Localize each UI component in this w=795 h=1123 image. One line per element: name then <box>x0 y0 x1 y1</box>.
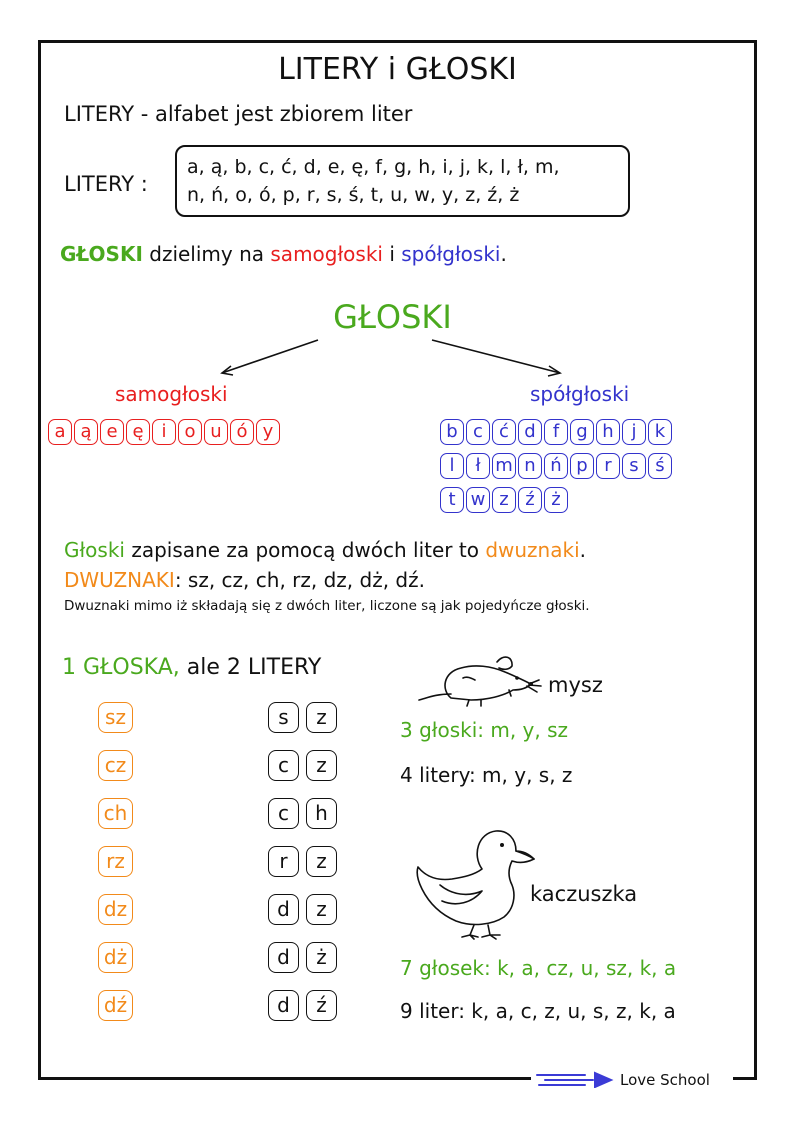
consonant-chip-5: p <box>570 453 594 479</box>
vowel-chips <box>48 419 282 445</box>
division-text-1: dzielimy na <box>142 242 271 266</box>
consonant-chip-0: b <box>440 419 464 445</box>
digraph-chip: dź <box>98 990 133 1021</box>
consonant-chip-4: f <box>544 419 568 445</box>
letter-chip: d <box>268 942 299 973</box>
digraph-period: . <box>579 538 586 562</box>
vowel-chip-1: ą <box>74 419 98 445</box>
vowel-chip-5: o <box>178 419 202 445</box>
letters-label: LITERY : <box>64 172 148 196</box>
consonant-chips-row-3 <box>440 487 570 513</box>
vowel-chip-7: ó <box>230 419 254 445</box>
diagram-heading: GŁOSKI <box>333 298 452 336</box>
digraph-chip: rz <box>98 846 133 877</box>
division-spolgloski: spółgłoski <box>401 242 501 266</box>
consonant-chips-row-2 <box>440 453 674 479</box>
digraph-sentence <box>64 538 586 562</box>
mouse-letters: 4 litery: m, y, s, z <box>400 763 573 787</box>
duck-sounds: 7 głosek: k, a, cz, u, sz, k, a <box>400 956 677 980</box>
digraph-gloski: Głoski <box>64 538 125 562</box>
arrow-right <box>432 340 560 373</box>
division-samogloski: samogłoski <box>270 242 383 266</box>
letter-pair <box>268 750 344 781</box>
consonant-chip-1: w <box>466 487 490 513</box>
digraph-note: Dwuznaki mimo iż składają się z dwóch liter, liczone są jak pojedyńcze głoski. <box>64 598 590 614</box>
consonant-chip-0: l <box>440 453 464 479</box>
letter-chip: c <box>268 798 299 829</box>
division-text-2: i <box>382 242 402 266</box>
consonant-chip-1: c <box>466 419 490 445</box>
letter-chip: z <box>306 702 337 733</box>
letter-chip: ż <box>306 942 337 973</box>
letter-pair <box>268 846 344 877</box>
vowels-label: samogłoski <box>115 382 228 406</box>
consonant-chip-3: d <box>518 419 542 445</box>
letter-pair <box>268 702 344 733</box>
letter-pair <box>268 990 344 1021</box>
letter-chip: ź <box>306 990 337 1021</box>
consonant-chip-7: s <box>622 453 646 479</box>
consonant-chip-4: ń <box>544 453 568 479</box>
digraph-list <box>64 568 425 592</box>
section-heading-a: 1 GŁOSKA, <box>62 655 180 680</box>
consonants-label: spółgłoski <box>530 382 630 406</box>
consonant-chip-8: k <box>648 419 672 445</box>
consonant-chip-6: r <box>596 453 620 479</box>
digraph-dwuznaki: dwuznaki <box>485 538 580 562</box>
intro-text: LITERY - alfabet jest zbiorem liter <box>64 102 413 126</box>
letter-pair <box>268 942 344 973</box>
digraph-list-values: : sz, cz, ch, rz, dz, dż, dź. <box>174 568 425 592</box>
vowel-chip-4: i <box>152 419 176 445</box>
consonant-chip-0: t <box>440 487 464 513</box>
duck-icon <box>412 825 537 943</box>
digraph-chip: ch <box>98 798 133 829</box>
alphabet-line-2: n, ń, o, ó, p, r, s, ś, t, u, w, y, z, ź, ż <box>187 184 520 206</box>
letter-chip: d <box>268 894 299 925</box>
letter-chip: d <box>268 990 299 1021</box>
digraph-text: zapisane za pomocą dwóch liter to <box>124 538 486 562</box>
digraph-chip: cz <box>98 750 133 781</box>
letter-chip: z <box>306 750 337 781</box>
mouse-word: mysz <box>548 673 603 697</box>
consonant-chip-2: ć <box>492 419 516 445</box>
digraph-chip: dż <box>98 942 133 973</box>
digraph-chip: sz <box>98 702 133 733</box>
footer-brand: Love School <box>620 1071 710 1089</box>
consonant-chip-4: ż <box>544 487 568 513</box>
consonant-chip-2: z <box>492 487 516 513</box>
duck-word: kaczuszka <box>530 882 638 906</box>
consonant-chip-8: ś <box>648 453 672 479</box>
vowel-chip-3: ę <box>126 419 150 445</box>
section-heading-b: ale 2 LITERY <box>179 655 322 680</box>
letter-pair <box>268 894 344 925</box>
letter-chip: s <box>268 702 299 733</box>
duck-letters: 9 liter: k, a, c, z, u, s, z, k, a <box>400 999 676 1023</box>
division-gloski: GŁOSKI <box>60 242 143 266</box>
digraph-list-label: DWUZNAKI <box>64 568 175 592</box>
consonant-chip-3: ź <box>518 487 542 513</box>
digraph-chip: dz <box>98 894 133 925</box>
vowel-chip-8: y <box>256 419 280 445</box>
consonant-chip-3: n <box>518 453 542 479</box>
vowel-chip-0: a <box>48 419 72 445</box>
consonant-chip-1: ł <box>466 453 490 479</box>
consonant-chip-6: h <box>596 419 620 445</box>
letter-pair <box>268 798 344 829</box>
letter-chip: c <box>268 750 299 781</box>
consonant-chip-5: g <box>570 419 594 445</box>
vowel-chip-6: u <box>204 419 228 445</box>
mouse-icon <box>413 650 543 710</box>
consonant-chip-2: m <box>492 453 516 479</box>
letter-chip: z <box>306 894 337 925</box>
letter-chip: r <box>268 846 299 877</box>
consonant-chips-row-1 <box>440 419 674 445</box>
mouse-sounds: 3 głoski: m, y, sz <box>400 718 569 742</box>
page-title: LITERY i GŁOSKI <box>278 52 517 87</box>
arrow-left <box>222 340 318 373</box>
vowel-chip-2: e <box>100 419 124 445</box>
letter-chip: z <box>306 846 337 877</box>
letter-chip: h <box>306 798 337 829</box>
section-heading <box>62 655 321 680</box>
division-period: . <box>500 242 507 266</box>
alphabet-line-1: a, ą, b, c, ć, d, e, ę, f, g, h, i, j, k, l, ł, m, <box>187 156 560 178</box>
consonant-chip-7: j <box>622 419 646 445</box>
speed-arrow-icon <box>535 1070 617 1088</box>
